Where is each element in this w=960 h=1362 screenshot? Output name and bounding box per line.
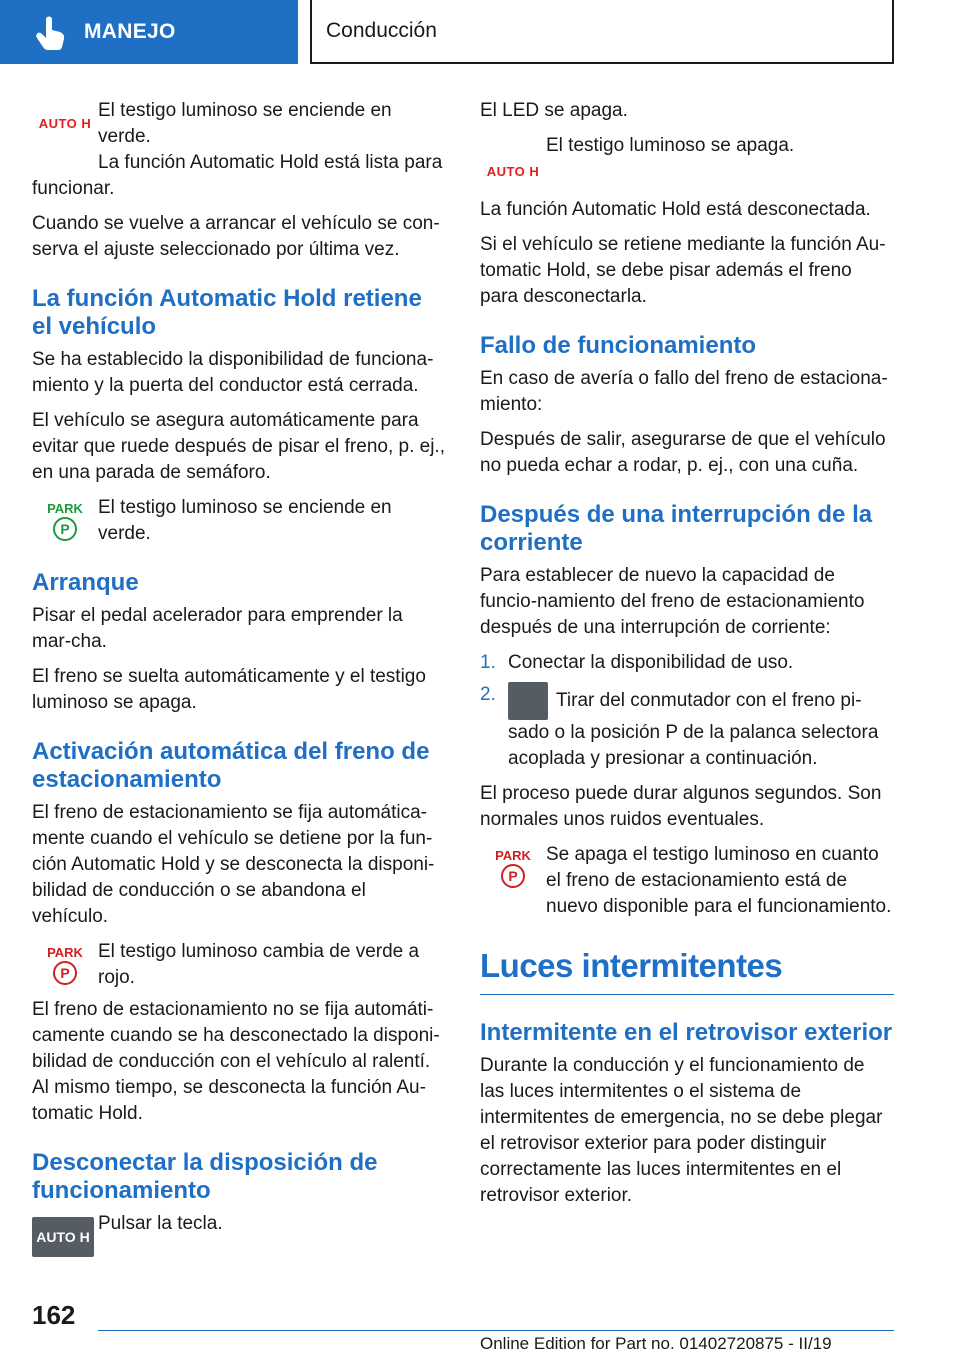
indicator-text: Se apaga el testigo luminoso en cuanto el freno de estacionamiento está de nuevo disponible para el funcionamiento.: [546, 844, 892, 917]
park-red-indicator-icon: PARK P: [32, 939, 98, 991]
list-item: 1. Conectar la disponibilidad de uso.: [480, 652, 794, 673]
page-number: 162: [32, 1300, 76, 1330]
indicator-row: [32, 1211, 446, 1263]
indicator-row: [32, 495, 446, 547]
chapter-label: Conducción: [326, 19, 437, 42]
auto-h-button-icon: AUTO H: [32, 1211, 98, 1263]
paragraph: El vehículo se asegura automáticamente para evitar que ruede después de pisar el freno, p. ej., en una parada de semáforo.: [32, 410, 445, 483]
page-header: [0, 0, 960, 66]
indicator-text: El testigo luminoso se apaga.: [546, 135, 795, 156]
indicator-text: El testigo luminoso se enciende en verde.: [98, 497, 392, 544]
left-column: [32, 98, 446, 1269]
indicator-row: [32, 939, 446, 991]
right-column: [480, 98, 894, 1218]
section-tab-manejo[interactable]: [0, 0, 298, 64]
list-item: 2. Tirar del conmutador con el freno pi‐sado o la posición P de la palanca selectora acoplada y presionar a continuación.: [480, 684, 879, 769]
indicator-text: El testigo luminoso se enciende en verde.: [98, 100, 392, 147]
paragraph: El freno de estacionamiento no se fija automáti‐camente cuando se ha desconectado la disponi‐bilidad de conducción con el vehículo al ralentí. Al mismo tiempo, se desconecta la función Au‐tomatic Hold.: [32, 999, 440, 1124]
paragraph: Durante la conducción y el funcionamiento de las luces intermitentes o el sistema de intermitentes de emergencia, no se debe plegar el retrovisor exterior para poder distinguir correctamente las luces intermitentes en el retrovisor exterior.: [480, 1055, 883, 1206]
indicator-row: [480, 842, 894, 920]
paragraph: Si el vehículo se retiene mediante la función Au‐tomatic Hold, se debe pisar además el freno para desconectarla.: [480, 234, 886, 307]
paragraph: Cuando se vuelve a arrancar el vehículo se con‐serva el ajuste seleccionado por última vez.: [32, 213, 440, 260]
auto-h-indicator-icon: AUTO H: [486, 164, 540, 179]
heading-intermitente: Intermitente en el retrovisor exterior: [480, 1019, 893, 1046]
auto-h-indicator-icon: AUTO H: [38, 116, 92, 131]
steps-list: [480, 650, 894, 772]
indicator-text: Pulsar la tecla.: [98, 1213, 223, 1234]
paragraph: El proceso puede durar algunos segundos. Son normales unos ruidos eventuales.: [480, 783, 882, 830]
heading-desconectar: Desconectar la disposición de funcionamiento: [32, 1149, 378, 1204]
heading-interrupcion: Después de una interrupción de la corriente: [480, 501, 873, 556]
park-green-indicator-icon: PARK P: [32, 495, 98, 547]
paragraph: El freno de estacionamiento se fija automática‐mente cuando el vehículo se detiene por la fun‐ción Automatic Hold y se desconecta la disponi‐bilidad de conducción o se abandona el vehículo.: [32, 802, 435, 927]
heading-fallo: Fallo de funcionamiento: [480, 332, 757, 359]
parking-brake-switch-icon: [508, 682, 548, 720]
heading-luces: Luces intermitentes: [480, 946, 894, 995]
heading-activacion: Activación automática del freno de estacionamiento: [32, 738, 430, 793]
indicator-row: [32, 98, 446, 150]
indicator-text: El testigo luminoso cambia de verde a rojo.: [98, 941, 420, 988]
paragraph: Después de salir, asegurarse de que el vehículo no pueda echar a rodar, p. ej., con una cuña.: [480, 429, 886, 476]
paragraph: La función Automatic Hold está desconectada.: [480, 199, 871, 220]
paragraph: Se ha establecido la disponibilidad de funciona‐miento y la puerta del conductor está cerrada.: [32, 349, 434, 396]
heading-retiene: La función Automatic Hold retiene el vehículo: [32, 285, 422, 340]
chapter-tab: [310, 0, 894, 64]
paragraph: El LED se apaga.: [480, 100, 628, 121]
park-red-indicator-icon: PARK P: [480, 842, 546, 894]
paragraph: La función Automatic Hold está lista para funcionar.: [32, 152, 443, 199]
indicator-row: [480, 133, 894, 185]
footer-divider: [98, 1330, 894, 1331]
paragraph: El freno se suelta automáticamente y el testigo luminoso se apaga.: [32, 666, 426, 713]
heading-arranque: Arranque: [32, 569, 139, 596]
edition-text: Online Edition for Part no. 01402720875 - II/19: [480, 1334, 832, 1353]
paragraph: Pisar el pedal acelerador para emprender la mar‐cha.: [32, 605, 403, 652]
section-label: MANEJO: [84, 20, 176, 43]
paragraph: En caso de avería o fallo del freno de estaciona‐miento:: [480, 368, 888, 415]
paragraph: Para establecer de nuevo la capacidad de funcio‐namiento del freno de estacionamiento después de una interrupción de corriente:: [480, 565, 865, 638]
hand-pointer-icon: [32, 12, 72, 52]
